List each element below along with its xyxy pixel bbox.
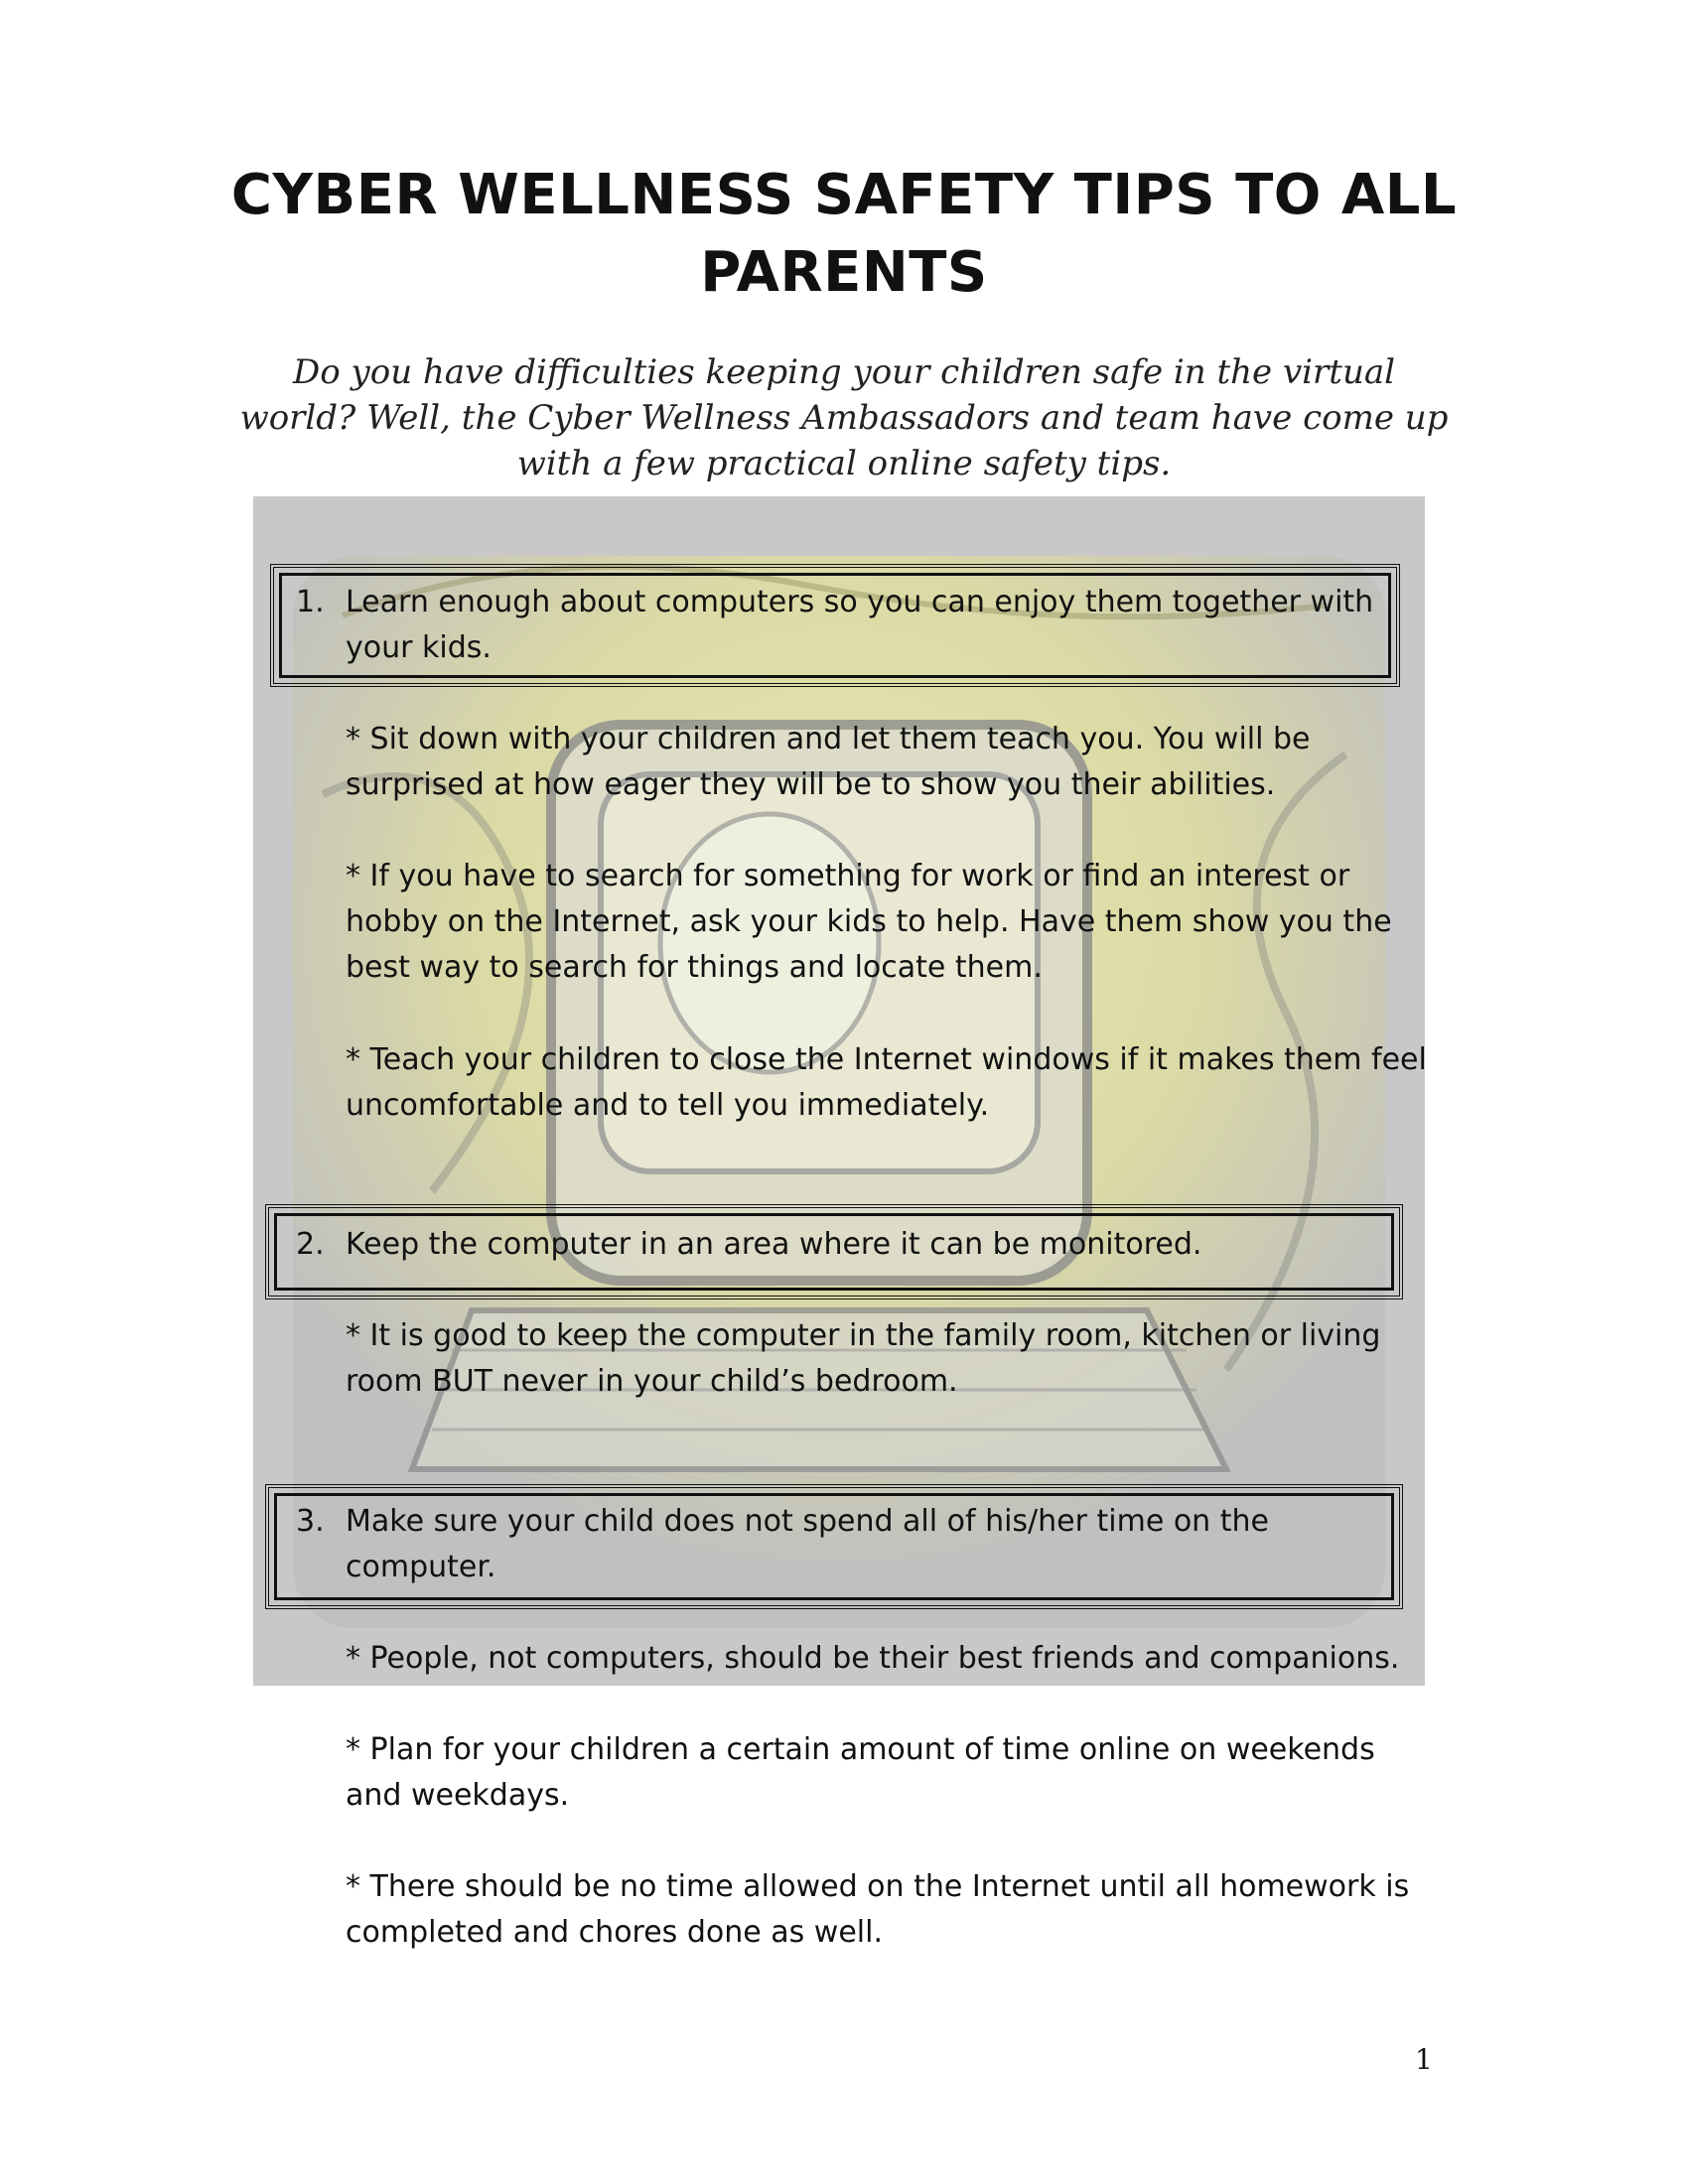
- tip-3-point-3: * There should be no time allowed on the Internet until all homework is completed and chores done as well.: [346, 1869, 1410, 1950]
- tip-2-heading: Keep the computer in an area where it can be monitored.: [346, 1227, 1202, 1262]
- tip-3-number: 3.: [296, 1504, 325, 1539]
- page-number: 1: [1415, 2043, 1433, 2076]
- tip-2-number: 2.: [296, 1227, 325, 1262]
- tip-1-point-3: * Teach your children to close the Internet windows if it makes them feel uncomfortable and to tell you immediately.: [346, 1042, 1427, 1123]
- tip-1-point-1: * Sit down with your children and let them teach you. You will be surprised at how eager they will be to show you their abilities.: [346, 722, 1311, 802]
- tip-1-point-2: * If you have to search for something for work or find an interest or hobby on the Internet, ask your kids to help. Have them show you the best way to search for things and locate them.: [346, 859, 1392, 985]
- tip-3-point-2: * Plan for your children a certain amount of time online on weekends and weekdays.: [346, 1732, 1375, 1813]
- tip-3-heading: Make sure your child does not spend all of his/her time on the computer.: [346, 1504, 1269, 1584]
- tip-1-number: 1.: [296, 585, 325, 619]
- page-title: CYBER WELLNESS SAFETY TIPS TO ALL PARENTS: [230, 163, 1458, 305]
- tip-2-point-1: * It is good to keep the computer in the family room, kitchen or living room BUT never in your child’s bedroom.: [346, 1318, 1381, 1399]
- tip-3-point-1: * People, not computers, should be their best friends and companions.: [346, 1641, 1400, 1676]
- tip-1-heading: Learn enough about computers so you can enjoy them together with your kids.: [346, 585, 1374, 665]
- intro-paragraph: Do you have difficulties keeping your children safe in the virtual world? Well, the Cyber Wellness Ambassadors and team have come up with a few practical online safety tips.: [239, 352, 1449, 483]
